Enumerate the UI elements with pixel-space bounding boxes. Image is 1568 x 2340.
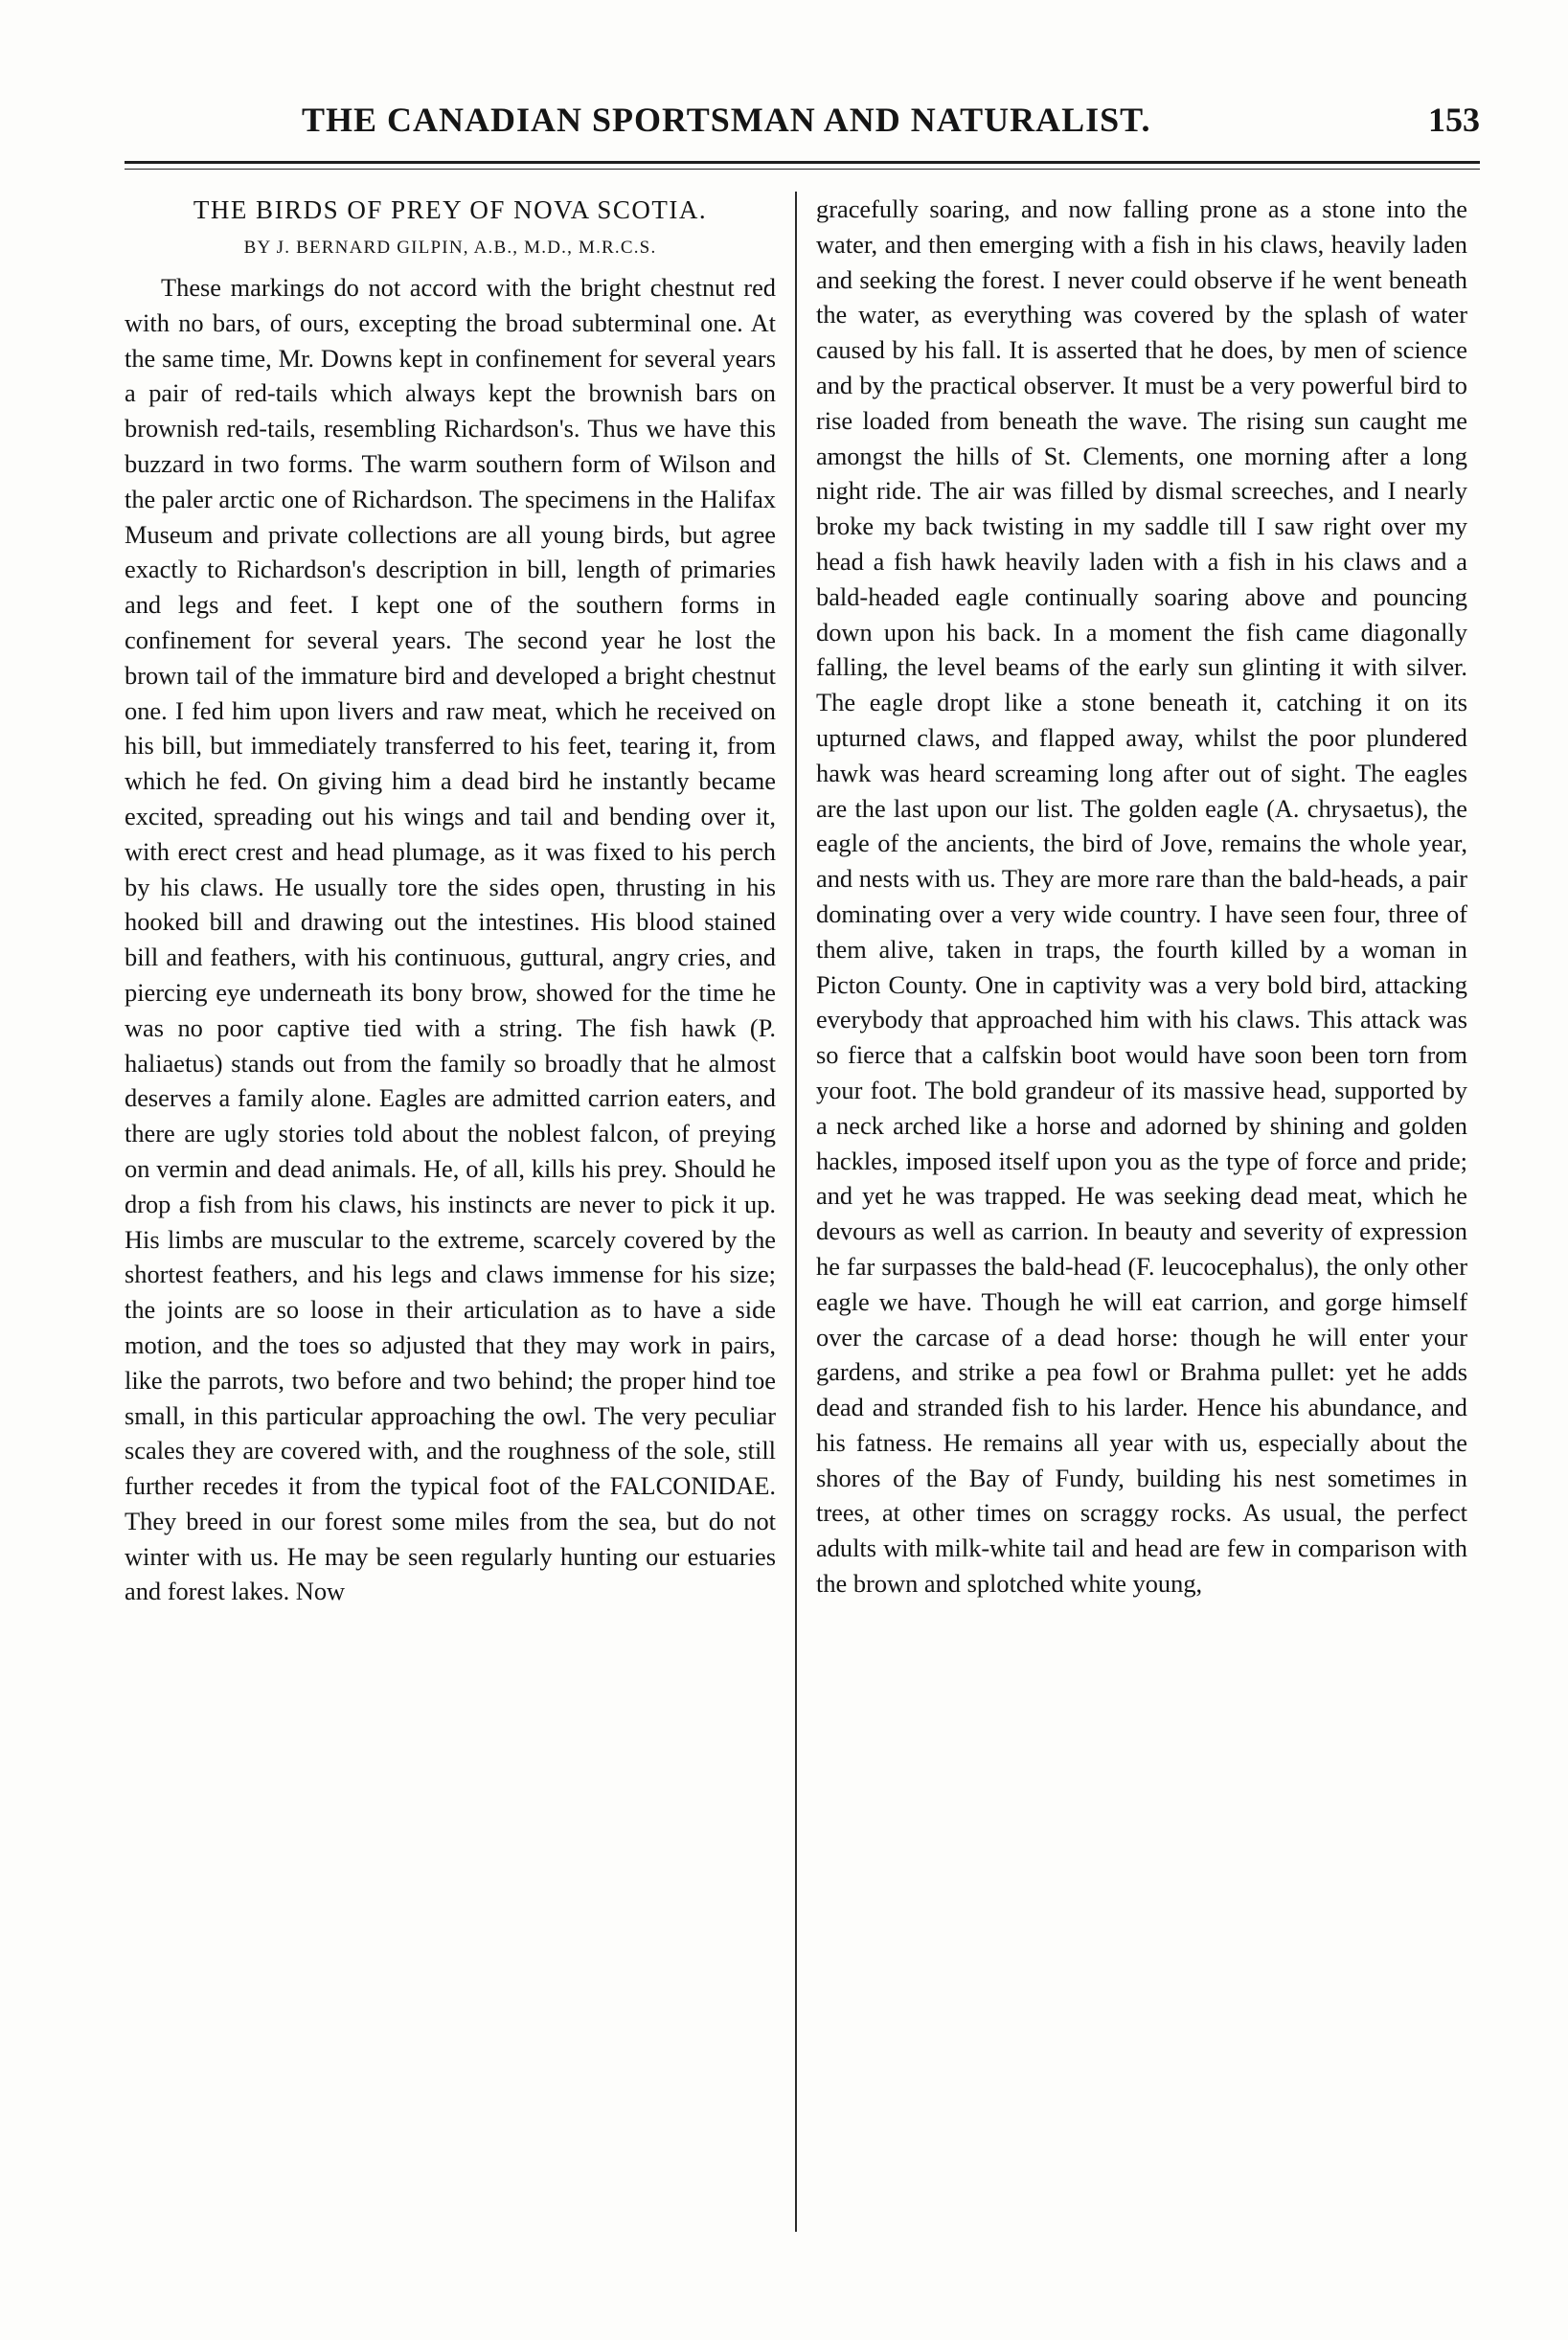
running-title: THE CANADIAN SPORTSMAN AND NATURALIST. — [302, 101, 1151, 139]
left-column — [125, 192, 776, 2260]
right-column-text: gracefully soaring, and now falling prone as a stone into the water, and then emerging with a fish in his claws, heavily laden and seeking the forest. I never could observe if he went beneath the water, as everything was covered by the splash of water caused by his fall. It is asserted that he does, by men of science and by the practical observer. It must be a very powerful bird to rise loaded from beneath the wave. The rising sun caught me amongst the hills of St. Clements, one morning after a long night ride. The air was filled by dismal screeches, and I nearly broke my back twisting in my saddle till I saw right over my head a fish hawk heavily laden with a fish in his claws and a bald-headed eagle continually soaring above and pouncing down upon his back. In a moment the fish came diagonally falling, the level beams of the early sun glinting it with silver. The eagle dropt like a stone beneath it, catching it on its upturned claws, and flapped away, whilst the poor plundered hawk was heard screaming long after out of sight. The eagles are the last upon our list. The golden eagle (A. chrysaetus), the eagle of the ancients, the bird of Jove, remains the whole year, and nests with us. They are more rare than the bald-heads, a pair dominating over a very wide country. I have seen four, three of them alive, taken in traps, the fourth killed by a woman in Picton County. One in captivity was a very bold bird, attacking everybody that approached him with his claws. This attack was so fierce that a calfskin boot would have soon been torn from your foot. The bold grandeur of its massive head, supported by a neck arched like a horse and adorned by shining and golden hackles, imposed itself upon you as the type of force and pride; and yet he was trapped. He was seeking dead meat, which he devours as well as carrion. In beauty and severity of expression he far surpasses the bald-head (F. leucocephalus), the only other eagle we have. Though he will eat carrion, and gorge himself over the carcase of a dead horse: though he will enter your gardens, and strike a pea fowl or Brahma pullet: yet he adds dead and stranded fish to his larder. Hence his abundance, and his fatness. He remains all year with us, especially about the shores of the Bay of Fundy, building his nest sometimes in trees, at other times on scraggy rocks. As usual, the perfect adults with milk-white tail and head are few in comparison with the brown and splotched white young, — [816, 194, 1467, 1599]
article-title: THE BIRDS OF PREY OF NOVA SCOTIA. — [193, 195, 708, 224]
page-number: 153 — [1428, 101, 1480, 139]
left-column-text: These markings do not accord with the bright chestnut red with no bars, of ours, excepting the broad subterminal one. At the same time, Mr. Downs kept in confinement for several years a pair of red-tails which always kept the brownish bars on brownish red-tails, resembling Richardson's. Thus we have this buzzard in two forms. The warm southern form of Wilson and the paler arctic one of Richardson. The specimens in the Halifax Museum and private collections are all young birds, but agree exactly to Richardson's description in bill, length of primaries and legs and feet. I kept one of the southern forms in confinement for several years. The second year he lost the brown tail of the immature bird and developed a bright chestnut one. I fed him upon livers and raw meat, which he received on his bill, but immediately transferred to his feet, tearing it, from which he fed. On giving him a dead bird he instantly became excited, spreading out his wings and tail and bending over it, with erect crest and head plumage, as it was fixed to his perch by his claws. He usually tore the sides open, thrusting in his hooked bill and drawing out the intestines. His blood stained bill and feathers, with his continuous, guttural, angry cries, and piercing eye underneath its bony brow, showed for the time he was no poor captive tied with a string. The fish hawk (P. haliaetus) stands out from the family so broadly that he almost deserves a family alone. Eagles are admitted carrion eaters, and there are ugly stories told about the noblest falcon, of preying on vermin and dead animals. He, of all, kills his prey. Should he drop a fish from his claws, his instincts are never to pick it up. His limbs are muscular to the extreme, scarcely covered by the shortest feathers, and his legs and claws immense for his size; the joints are so loose in their articulation as to have a side motion, and the toes so adjusted that they may work in pairs, like the parrots, two before and two behind; the proper hind toe small, in this particular approaching the owl. The very peculiar scales they are covered with, and the roughness of the sole, still further recedes it from the typical foot of the FALCONIDAE. They breed in our forest some miles from the sea, but do not winter with us. He may be seen regularly hunting our estuaries and forest lakes. Now — [125, 273, 776, 1606]
column-divider — [795, 192, 797, 2232]
right-column — [816, 192, 1467, 2260]
header-rule-thick — [125, 161, 1480, 164]
article-byline: BY J. BERNARD GILPIN, A.B., M.D., M.R.C.S. — [243, 238, 657, 258]
header-rule-thin — [125, 169, 1480, 170]
page-header — [125, 100, 1480, 157]
